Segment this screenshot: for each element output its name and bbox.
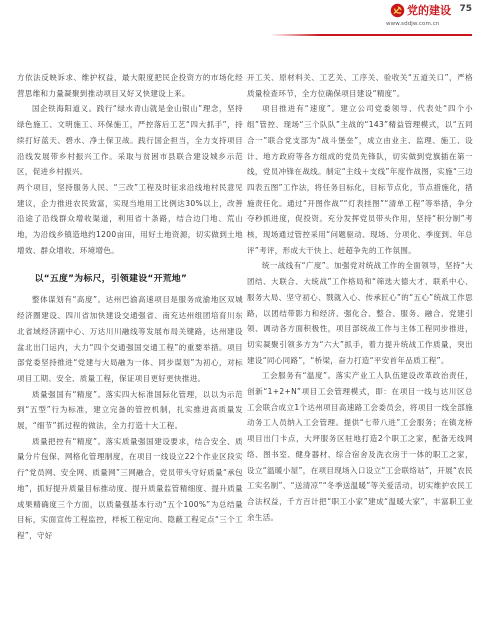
logo-text: 党的建设 [407,4,451,17]
paragraph: 工会服务有“温度”。落实产业工人队伍建设改革政治责任，创新“1+2+N”项目工会管理模式，即：在项目一线与达川区总工会联合成立1个达州项目高速路工会委员会，将项目一线全部施动务工人员纳入工会管理。提供“七带八进”工会服务；在镇龙桥项目出门卡点，大坪服务区驻地打造2个职工之家，配备无线网络、图书室、健身器材、综合宿舍及洗衣房于一体的职工之家，设立“温暖小屋”，在项目现场入口设立“工会联络站”，开展“农民工实名制”、“送清凉”“冬季送温暖”等关爱活动，切实维护农民工合法权益，千方百计把“职工小家”建成“温暖大家”，丰富职工业余生活。 [247,371,473,522]
section-heading: 以“五度”为标尺，引领建设“开荒地” [34,274,188,285]
paragraph: 质量把控有“精度”。落实质量强国建设要求，结合安全、质量分片包保、网格化管理制度，在项目一线设立22个作业区段实行“党员网、安全网、质量网”三网融合，党员带头守好质量“承包地”，抓好提升质量目标推动度、提升质量监管精细度、提升质量成果精确度三个方面，以质量强基本行动“五个100%”为总结量目标，实面宣传工程监控，样板工程定向、隐蔽工程定点“三个工程”，守好 [17,436,243,540]
paragraph: 国企铁海阳道义。践行“绿水青山就是金山银山”理念，坚持绿色施工、文明施工、环保施工，严控落后工艺“四大抓手”，持续打好蓝天、碧水、净土保卫战。践行国企担当，全力支持项目沿线发展带乡村振兴工作。采取与贫困市县联合建设城乡示范区，促进乡村振兴。 [17,104,243,177]
paragraph: 项目推进有“速度”。建立公司党委领导、代表处“四个小组”管控、现场“三个队队”主战的“143”精益管理模式，以“五同合一”联合党支部为“战斗堡垒”，成立由业主、监理、施工、设计、地方政府等各方组成的党员先锋队，切实做到党旗插在第一线，党员冲锋在战线。制定“主线＋支线”年度作战图，实施“三边四表五图”工作法，将任务目标化，目标节点化，节点措施化，措施责任化。通过“开图作战”“灯表挂图”“清单工程”等举措，争分夺秒抓进度，促投资。充分发挥党员带头作用，坚持“积分制”考核，现场通过管控采用“问题驱动、现场、分项化、季度到、年总评”考评，形成大干快上、赶超争先的工作氛围。 [247,104,473,255]
right-column [247,70,473,525]
party-emblem-icon [390,3,405,18]
header-divider [270,34,472,36]
magazine-logo [384,2,450,32]
page-number: 75 [459,4,472,14]
paragraph: 方依法反映诉求、维护权益，最大限度把民企投资方的市场化经营思维和力量凝聚到推动项目又好又快建设上来。 [17,73,243,98]
site-url: www.sddjw.com.cn [386,21,440,27]
page-header [0,0,484,36]
left-column [17,70,243,544]
paragraph: 开工关、原材料关、工艺关、工序关、验收关“五道关口”，严格质量检查环节，全方位确保项目建设“精度”。 [247,73,473,98]
paragraph: 两个项目，坚持服务人民、“三改”工程及时征求沿线地村民意见建议，企力推进农民致富，实现当地用工比例达30%以上，改善沿途了沿线群众增收渠道，利用省十条路，结合边门地、荒山地，为沿线乡镇造地约1200亩田，用好土地资源，切实做到土地增效、群众增收、环境增色。 [17,182,243,255]
paragraph: 整体谋划有“高度”。达州巴渝高速项目是服务成渝地区双城经济圈建设、四川省加快建设交通强省、南充达州组团培育川东北省域经济副中心、万达川川融线等发展布局关键路，达州建设盆北出门运内，大力“四个交通强国交通工程”的重要举措。项目部党委坚持推进“党建与大局融为一体、同步谋划”为初心，对标项目工期、安全、质量工程，保证项目更好更快推进。 [17,295,243,383]
paragraph: 质量强国有“精度”。落实四大标准国际化管理，以以为示范到“五型”行为标准，建立完备的管控机制，扎实推进高质量发展，“细节”抓过程的做法，全力打造十大工程。 [17,389,243,431]
paragraph: 统一战线有“广度”。加强党对统战工作的全面领导，坚持“大团结、大联合、大统战”工作格局和“筛选大德大才、联系中心、服务大局、坚守初心、戮就入心、传承匠心”的“五心”统战工作思路，以团结带影力和经济、强化合、整合、服务、融合、党建引领、调动各方面积极性，项目部统战工作与主体工程同步推进，切实凝聚引领多方为“六大”抓手，着力提升统战工作质量，突出建设“同心同路”，“桥梁，奋力打造“平安首年品质工程”。 [247,261,473,365]
